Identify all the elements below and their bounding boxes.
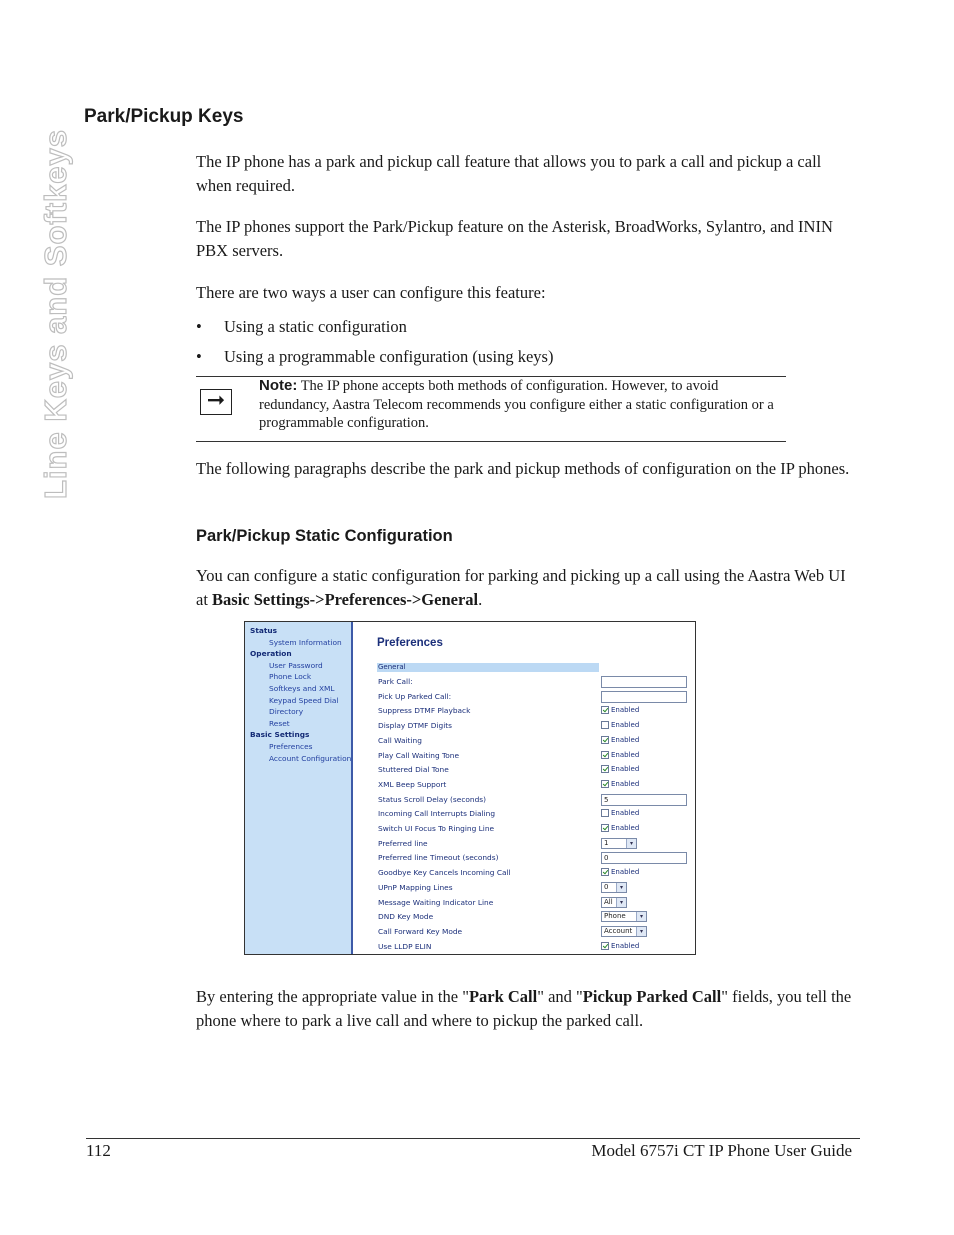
nav-link[interactable]: System Information — [269, 637, 342, 647]
checkbox-checked-icon[interactable] — [601, 868, 609, 876]
select-box[interactable] — [601, 926, 647, 937]
select-box[interactable] — [601, 882, 627, 893]
pref-label: Incoming Call Interrupts Dialing — [378, 809, 496, 819]
select-box[interactable] — [601, 838, 637, 849]
select-value: Phone — [604, 912, 626, 921]
pref-label: DND Key Mode — [378, 912, 434, 922]
note-box — [196, 376, 786, 442]
pref-checkbox[interactable] — [601, 808, 639, 817]
checkbox-label: Enabled — [611, 721, 640, 730]
pref-text-input[interactable]: 5 — [601, 794, 687, 806]
pref-checkbox[interactable] — [601, 764, 639, 773]
pref-checkbox[interactable] — [601, 720, 639, 729]
pref-label: Call Waiting — [378, 735, 422, 745]
checkbox-label: Enabled — [611, 706, 640, 715]
chevron-down-icon[interactable]: ▾ — [636, 912, 646, 921]
checkbox-label: Enabled — [611, 779, 640, 788]
following-paragraph: The following paragraphs describe the park and pickup methods of configuration on the IP phones. — [196, 459, 850, 478]
pref-label: Goodbye Key Cancels Incoming Call — [378, 868, 511, 878]
checkbox-checked-icon[interactable] — [601, 736, 609, 744]
pref-label: Status Scroll Delay (seconds) — [378, 794, 487, 804]
pref-checkbox[interactable] — [601, 735, 639, 744]
nav-link[interactable]: Account Configuration — [269, 753, 352, 763]
checkbox-checked-icon[interactable] — [601, 765, 609, 773]
static-config-paragraph: You can configure a static configuration for parking and picking up a call using the Aastra Web UI at Basic Settings->Preferences->General. — [196, 566, 846, 609]
subsection-heading: Park/Pickup Static Configuration — [196, 527, 453, 545]
chevron-down-icon[interactable]: ▾ — [626, 839, 636, 848]
pref-text-input[interactable] — [601, 676, 687, 688]
web-ui-sidebar — [245, 622, 353, 954]
pref-label: Pick Up Parked Call: — [378, 691, 452, 701]
pref-select[interactable] — [601, 882, 627, 893]
pref-checkbox[interactable] — [601, 941, 639, 950]
select-box[interactable] — [601, 897, 627, 908]
chevron-down-icon[interactable]: ▾ — [636, 927, 646, 936]
pref-checkbox[interactable] — [601, 867, 639, 876]
checkbox-checked-icon[interactable] — [601, 706, 609, 714]
arrow-right-icon: ➞ — [200, 389, 232, 415]
side-tab-label: Line Keys and Softkeys — [38, 128, 73, 500]
pref-select[interactable] — [601, 897, 627, 908]
checkbox-checked-icon[interactable] — [601, 824, 609, 832]
select-value: 1 — [604, 838, 609, 847]
chevron-down-icon[interactable]: ▾ — [616, 883, 626, 892]
pref-label: Switch UI Focus To Ringing Line — [378, 824, 495, 833]
ways-paragraph: There are two ways a user can configure this feature: — [196, 283, 546, 302]
pref-text-input[interactable] — [601, 691, 687, 703]
pref-text-input[interactable]: 0 — [601, 852, 687, 864]
intro-paragraph: The IP phone has a park and pickup call feature that allows you to park a call and pickup a call when required. — [196, 152, 822, 195]
checkbox-checked-icon[interactable] — [601, 780, 609, 788]
checkbox-label: Enabled — [611, 941, 640, 950]
pref-select[interactable] — [601, 911, 647, 922]
nav-category[interactable]: Basic Settings — [250, 730, 310, 740]
checkbox-label: Enabled — [611, 735, 640, 744]
nav-category[interactable]: Operation — [250, 649, 292, 659]
pref-label: XML Beep Support — [378, 779, 447, 789]
pref-label: Preferred line Timeout (seconds) — [378, 853, 499, 863]
nav-link[interactable]: User Password — [269, 660, 323, 670]
checkbox-label: Enabled — [611, 809, 640, 818]
nav-link[interactable]: Softkeys and XML — [269, 684, 335, 693]
pref-select[interactable] — [601, 926, 647, 937]
checkbox-label: Enabled — [611, 750, 640, 759]
checkbox-checked-icon[interactable] — [601, 751, 609, 759]
pref-label: Park Call: — [378, 677, 413, 686]
nav-link[interactable]: Phone Lock — [269, 672, 312, 682]
page-number: 112 — [86, 1141, 111, 1160]
closing-paragraph: By entering the appropriate value in the "Park Call" and "Pickup Parked Call" fields, you tell the phone where to park a live call and where to pickup the parked call. — [196, 987, 852, 1030]
checkbox-label: Enabled — [611, 824, 640, 832]
note-label: Note: — [259, 377, 298, 394]
nav-link[interactable]: Preferences — [269, 742, 313, 751]
checkbox-label: Enabled — [611, 868, 640, 877]
guide-title: Model 6757i CT IP Phone User Guide — [591, 1141, 852, 1160]
pref-label: Message Waiting Indicator Line — [378, 897, 494, 907]
checkbox-empty-icon[interactable] — [601, 809, 609, 817]
footer-rule — [86, 1138, 860, 1139]
pref-label: UPnP Mapping Lines — [378, 882, 453, 892]
section-heading: Park/Pickup Keys — [84, 106, 244, 127]
support-paragraph: The IP phones support the Park/Pickup feature on the Asterisk, BroadWorks, Sylantro, and ININ PBX servers. — [196, 217, 833, 260]
pref-label: Stuttered Dial Tone — [378, 765, 449, 775]
pref-label: Use LLDP ELIN — [378, 941, 432, 951]
pref-label: Call Forward Key Mode — [378, 926, 463, 936]
pref-checkbox[interactable] — [601, 823, 639, 832]
checkbox-checked-icon[interactable] — [601, 942, 609, 950]
nav-link[interactable]: Keypad Speed Dial — [269, 695, 339, 705]
note-text: Note: The IP phone accepts both methods of configuration. However, to avoid redundancy, Aastra Telecom recommends you configure either a static configuration or a programmable configuration. — [259, 377, 774, 431]
pref-label: Preferred line — [378, 838, 428, 848]
select-value: Account — [604, 926, 633, 935]
general-section-bar: General — [377, 663, 599, 672]
web-ui-screenshot — [244, 621, 696, 955]
select-value: All — [604, 897, 613, 906]
side-tab — [34, 108, 78, 520]
nav-link[interactable]: Reset — [269, 718, 290, 728]
pref-checkbox[interactable] — [601, 705, 639, 714]
pref-label: Play Call Waiting Tone — [378, 750, 460, 760]
checkbox-empty-icon[interactable] — [601, 721, 609, 729]
nav-category[interactable]: Status — [250, 626, 278, 635]
menu-path: Basic Settings->Preferences->General — [212, 589, 479, 609]
checkbox-label: Enabled — [611, 765, 640, 774]
pref-select[interactable] — [601, 838, 637, 849]
pref-label: Suppress DTMF Playback — [378, 706, 471, 716]
pref-checkbox[interactable] — [601, 750, 639, 759]
nav-link[interactable]: Directory — [269, 707, 304, 717]
pref-label: Display DTMF Digits — [378, 721, 453, 731]
chevron-down-icon[interactable]: ▾ — [616, 898, 626, 907]
preferences-title: Preferences — [377, 637, 443, 649]
pref-checkbox[interactable] — [601, 779, 639, 788]
select-value: 0 — [604, 882, 609, 891]
select-box[interactable] — [601, 911, 647, 922]
